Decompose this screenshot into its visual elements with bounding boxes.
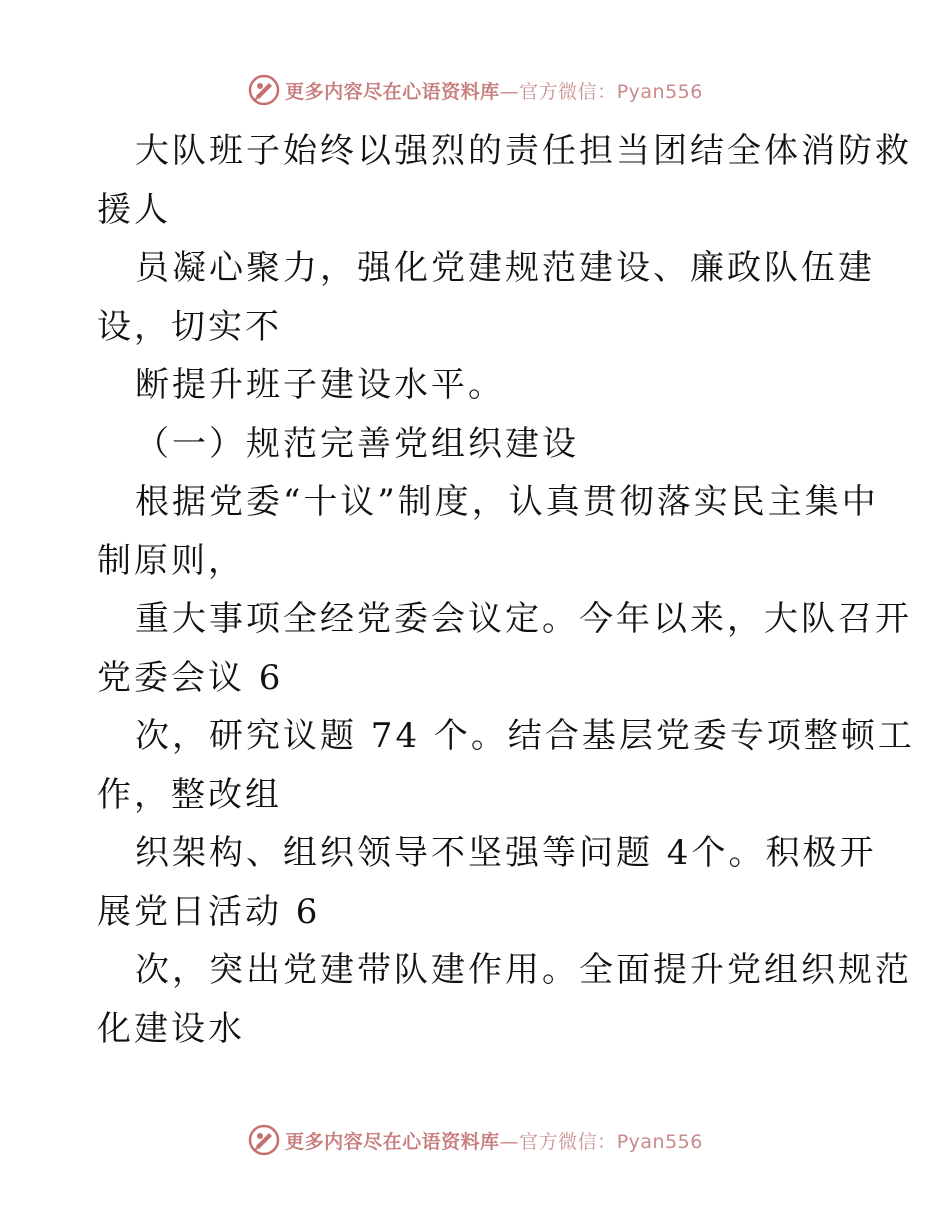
text-line: 展党日活动 6 bbox=[97, 891, 321, 932]
text-line: 重大事项全经党委会议定。今年以来，大队召开 bbox=[135, 599, 912, 639]
watermark-dash: — bbox=[499, 1130, 520, 1153]
text-line: 设，切实不 bbox=[97, 306, 282, 347]
watermark-official-label: 官方微信： bbox=[519, 80, 617, 103]
watermark-official-label: 官方微信： bbox=[519, 1130, 617, 1153]
text-line: 援人 bbox=[97, 189, 171, 230]
text-line: 织架构、组织领导不坚强等问题 4个。积极开 bbox=[135, 833, 877, 873]
text-line: 根据党委“十议”制度，认真贯彻落实民主集中 bbox=[135, 482, 879, 522]
text-line: 次，研究议题 74 个。结合基层党委专项整顿工 bbox=[135, 716, 915, 756]
text-line: 作，整改组 bbox=[97, 774, 282, 815]
text-line: 断提升班子建设水平。 bbox=[135, 365, 505, 405]
watermark-wechat-id: Pyan556 bbox=[616, 1130, 703, 1153]
watermark-logo-icon bbox=[247, 73, 281, 107]
text-line: 大队班子始终以强烈的责任担当团结全体消防救 bbox=[135, 131, 912, 171]
text-line: 次，突出党建带队建作用。全面提升党组织规范 bbox=[135, 950, 912, 990]
watermark-logo-icon bbox=[247, 1123, 281, 1157]
text-line: 化建设水 bbox=[97, 1008, 245, 1049]
text-line: 员凝心聚力，强化党建规范建设、廉政队伍建 bbox=[135, 248, 875, 288]
text-line: （一）规范完善党组织建设 bbox=[135, 423, 579, 464]
header-watermark bbox=[0, 70, 950, 110]
watermark-site-text: 更多内容尽在心语资料库 bbox=[285, 80, 500, 103]
text-line: 党委会议 6 bbox=[97, 657, 284, 698]
footer-watermark bbox=[0, 1120, 950, 1160]
document-body bbox=[97, 122, 915, 1058]
watermark-wechat-id: Pyan556 bbox=[616, 80, 703, 103]
watermark-site-text: 更多内容尽在心语资料库 bbox=[285, 1130, 500, 1153]
text-line: 制原则， bbox=[97, 540, 245, 581]
watermark-dash: — bbox=[499, 80, 520, 103]
